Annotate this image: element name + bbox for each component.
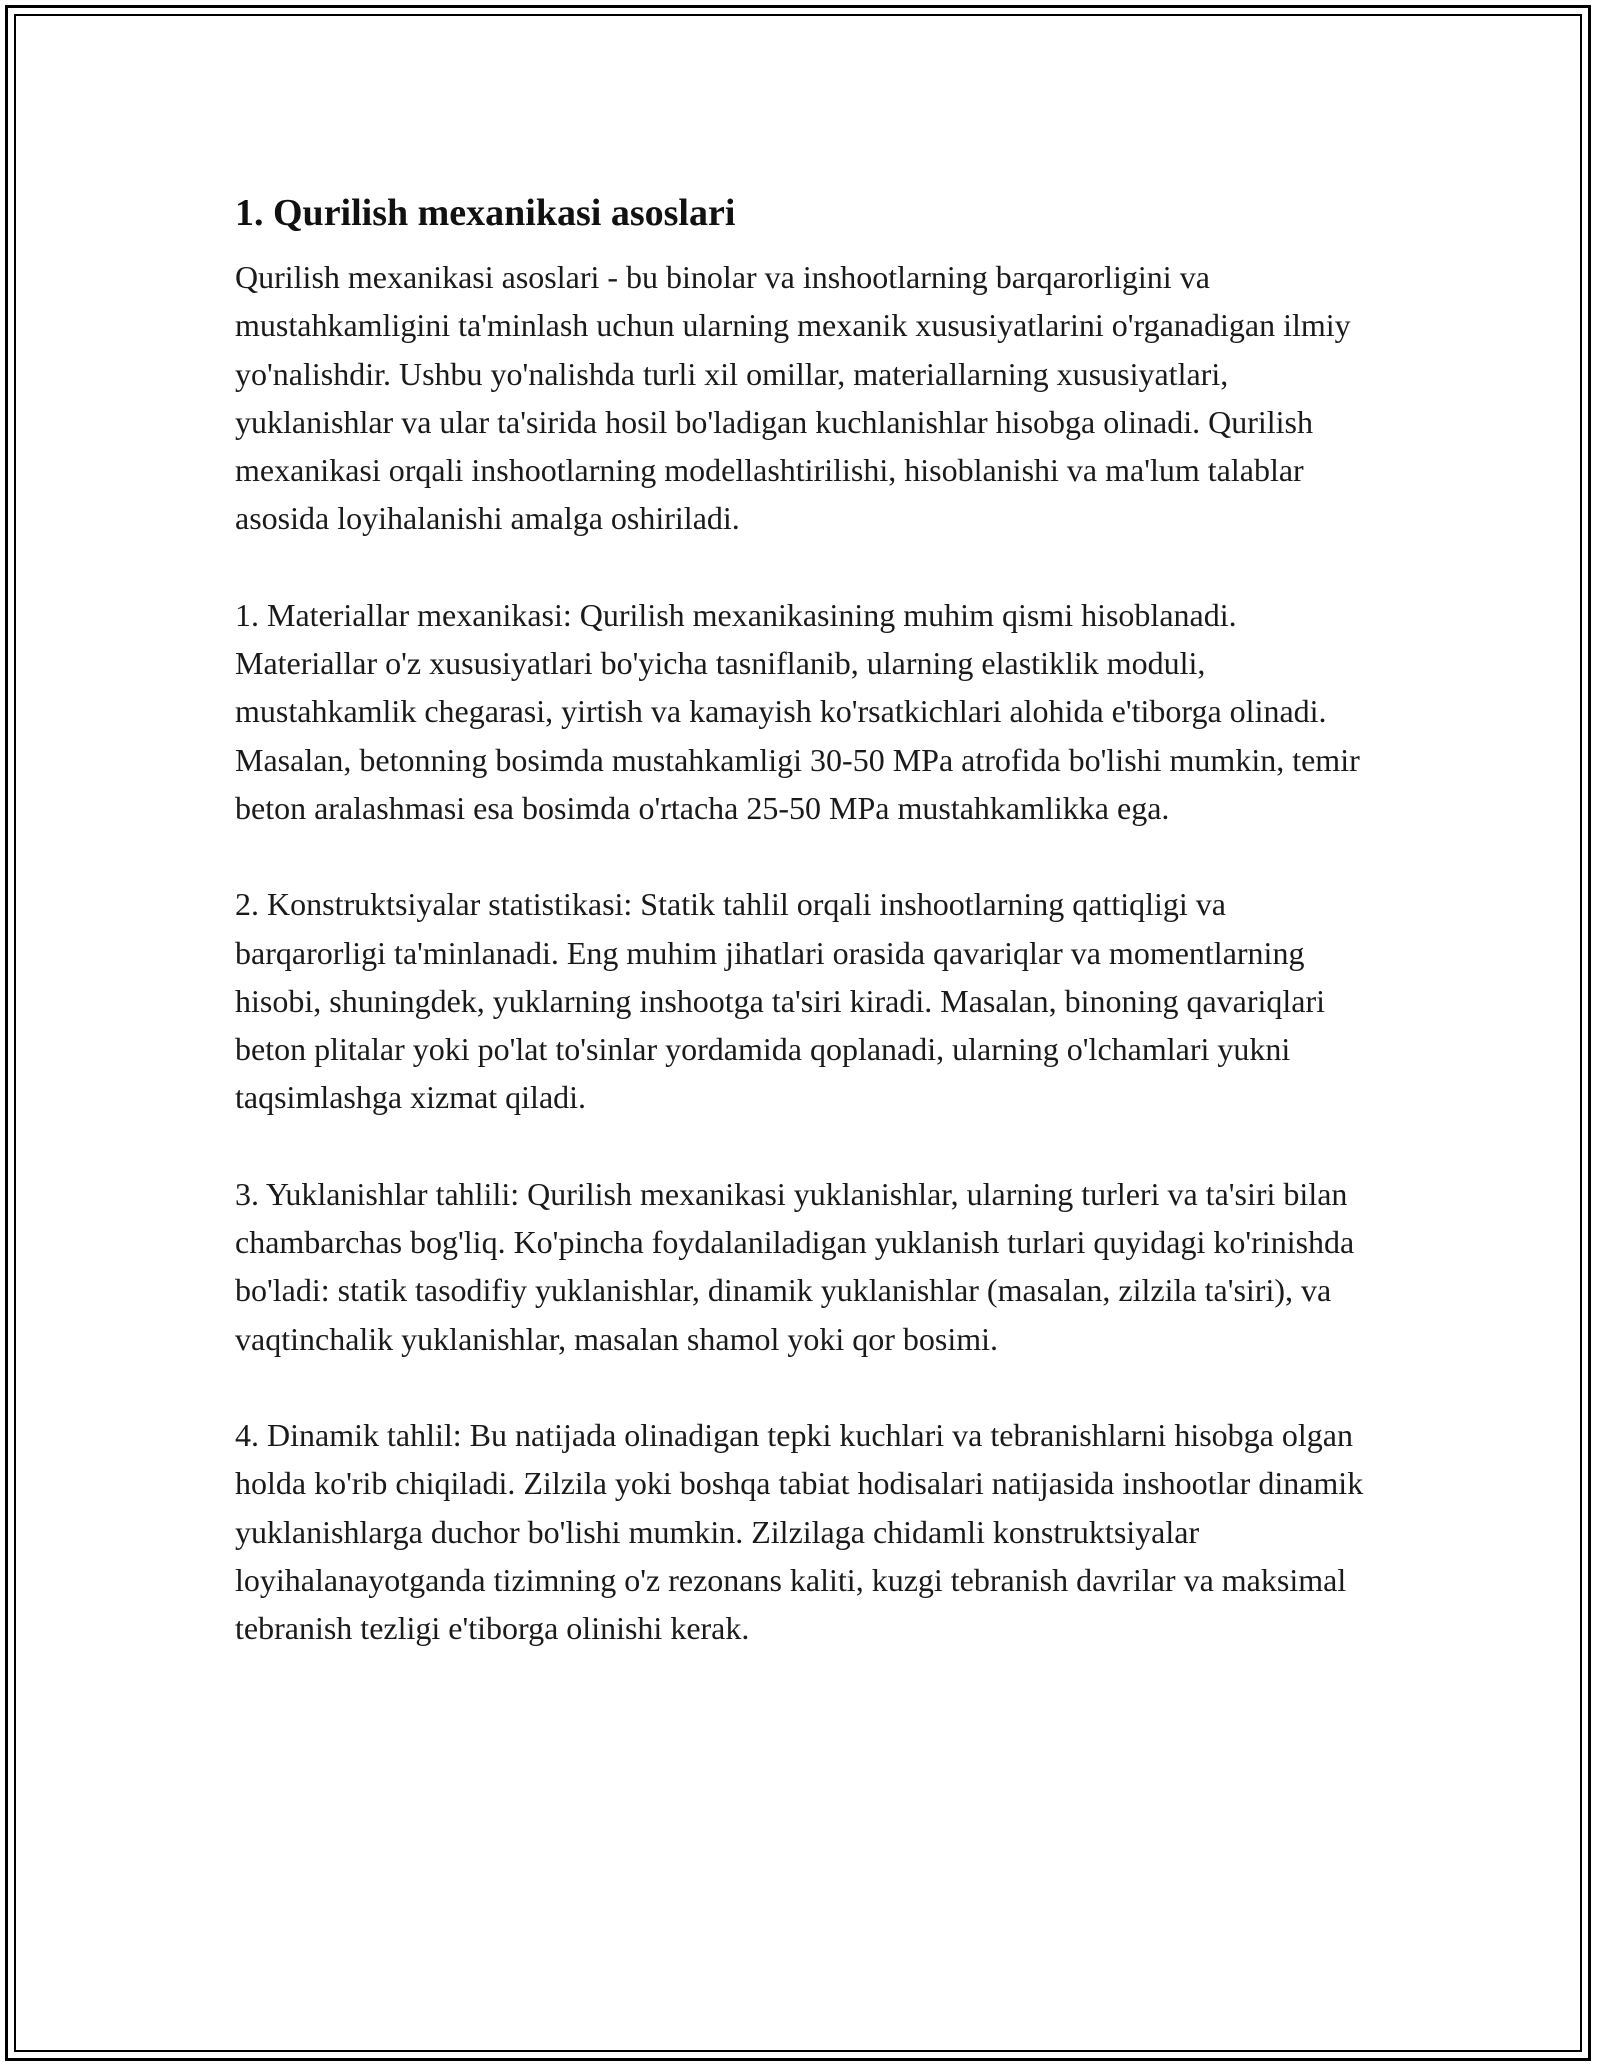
intro-paragraph: Qurilish mexanikasi asoslari - bu binolar va inshootlarning barqarorligini va mustahkamligini ta'minlash uchun ularning mexanik xususiyatlarini o'rganadigan ilmiy yo'nalishdir. Ushbu yo'nalishda turli xil omillar, materiallarning xususiyatlari, yuklanishlar va ular ta'sirida hosil bo'ladigan kuchlanishlar hisobga olinadi. Qurilish mexanikasi orqali inshootlarning modellashtirilishi, hisoblanishi va ma'lum talablar asosida loyihalanishi amalga oshiriladi. xyxy=(235,259,1351,537)
section-heading: 1. Qurilish mexanikasi asoslari xyxy=(235,192,736,234)
load-analysis-paragraph: 3. Yuklanishlar tahlili: Qurilish mexanikasi yuklanishlar, ularning turleri va ta'siri bilan chambarchas bog'liq. Ko'pincha foydalaniladigan yuklanish turlari quyidagi ko'rinishda bo'ladi: statik tasodifiy yuklanishlar, dinamik yuklanishlar (masalan, zilzila ta'siri), va vaqtinchalik yuklanishlar, masalan shamol yoki qor bosimi. xyxy=(235,1175,1355,1357)
materials-mechanics-paragraph: 1. Materiallar mexanikasi: Qurilish mexanikasining muhim qismi hisoblanadi. Materiallar o'z xususiyatlari bo'yicha tasniflanib, ularning elastiklik moduli, mustahkamlik chegarasi, yirtish va kamayish ko'rsatkichlari alohida e'tiborga olinadi. Masalan, betonning bosimda mustahkamligi 30-50 MPa atrofida bo'lishi mumkin, temir beton aralashmasi esa bosimda o'rtacha 25-50 MPa mustahkamlikka ega. xyxy=(235,596,1360,826)
dynamic-analysis-paragraph: 4. Dinamik tahlil: Bu natijada olinadigan tepki kuchlari va tebranishlarni hisobga olgan holda ko'rib chiqiladi. Zilzila yoki boshqa tabiat hodisalari natijasida inshootlar dinamik yuklanishlarga duchor bo'lishi mumkin. Zilzilaga chidamli konstruktsiyalar loyihalanayotganda tizimning o'z rezonans kaliti, kuzgi tebranish davrilar va maksimal tebranish tezligi e'tiborga olinishi kerak. xyxy=(235,1416,1364,1647)
document-body xyxy=(235,183,1385,1700)
structural-statics-paragraph: 2. Konstruktsiyalar statistikasi: Statik tahlil orqali inshootlarning qattiqligi va barqarorligi ta'minlanadi. Eng muhim jihatlari orasida qavariqlar va momentlarning hisobi, shuningdek, yuklarning inshootga ta'siri kiradi. Masalan, binoning qavariqlari beton plitalar yoki po'lat to'sinlar yordamida qoplanadi, ularning o'lchamlari yukni taqsimlashga xizmat qiladi. xyxy=(235,886,1326,1116)
